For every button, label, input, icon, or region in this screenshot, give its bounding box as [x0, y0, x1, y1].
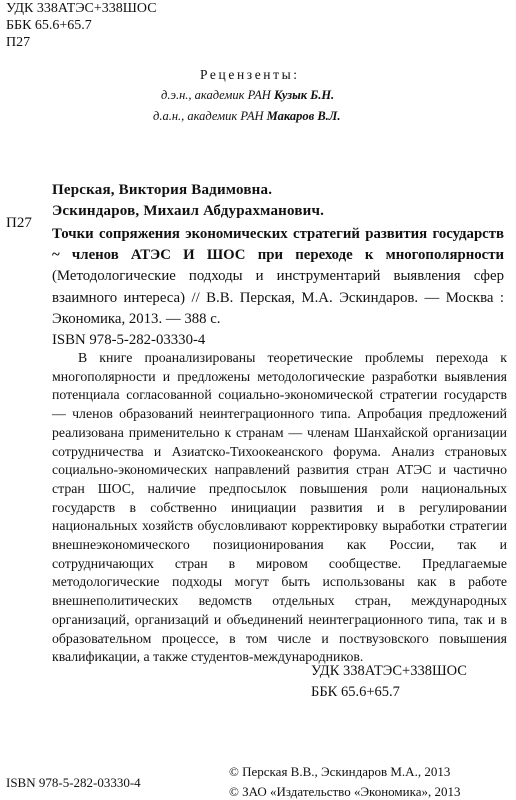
bibliographic-description: [52, 224, 504, 351]
reviewer-2: [153, 109, 341, 124]
bottom-classification-codes: [311, 661, 467, 703]
reviewer-name: Макаров В.Л.: [266, 109, 341, 123]
abstract: В книге проанализированы теоретические проблемы перехода к многополярности и предложены методологические разработки выявления потенциала согласованной социально-экономической стратегии государств — членов образований неинтеграционного типа. Апробация предложений реализована применительно к странам — членам Шанхайской организации сотрудничества и Азиатско-Тихоокеанского форума. Анализ страновых социально-экономических направлений развития стран АТЭС и частично стран ШОС, наличие предпосылок повышения роли национальных государств в собственно инициации развития и в регулировании национальных хозяйств обусловливают корректировку выработки стратегии внешнеэкономического позиционирования как России, так и сотрудничающих стран в мировом сообществе. Предлагаемые методологические подходы могут быть использованы как в работе внешнеполитических ведомств отдельных стран, международных организаций, организаций и объединений неинтеграционного типа, так и в образовательном процессе, в том числе и поствузовского повышения квалификации, а также студентов-международников.: [52, 350, 507, 665]
reviewers-heading: Рецензенты:: [200, 67, 300, 82]
bottom-udk-code: УДК 338АТЭС+338ШОС: [311, 663, 467, 679]
udk-code: УДК 338АТЭС+338ШОС: [6, 1, 157, 16]
catalog-isbn: ISBN 978-5-282-03330-4: [52, 332, 206, 349]
reviewer-1: [161, 88, 334, 103]
reviewer-name: Кузык Б.Н.: [273, 88, 335, 102]
bottom-bbk-code: ББК 65.6+65.7: [311, 684, 400, 700]
reviewer-degree: д.э.н., академик РАН: [161, 88, 271, 102]
copyright-authors: © Перская В.В., Эскиндаров М.А., 2013: [229, 764, 451, 779]
author-mark: П27: [6, 35, 31, 50]
classification-codes: [6, 0, 157, 51]
bbk-code: ББК 65.6+65.7: [6, 18, 92, 33]
author-1: Перская, Виктория Вадимовна.: [52, 182, 273, 198]
reviewer-degree: д.а.н., академик РАН: [153, 109, 264, 123]
catalog-author-mark: П27: [6, 215, 32, 231]
author-2: Эскиндаров, Михаил Абдурахманович.: [52, 203, 325, 219]
book-description: (Методологические подходы и инструментарий выявления сфер взаимного интереса) // В.В. Перская, М.А. Эскиндаров. — Москва : Экономика, 2013. — 388 с.: [52, 268, 504, 327]
copyright-publisher: © ЗАО «Издательство «Экономика», 2013: [229, 784, 461, 799]
book-title: Точки сопряжения экономических стратегий развития государств ~ членов АТЭС И ШОС при переходе к многополярности: [52, 226, 504, 264]
footer-isbn: ISBN 978-5-282-03330-4: [6, 775, 141, 790]
